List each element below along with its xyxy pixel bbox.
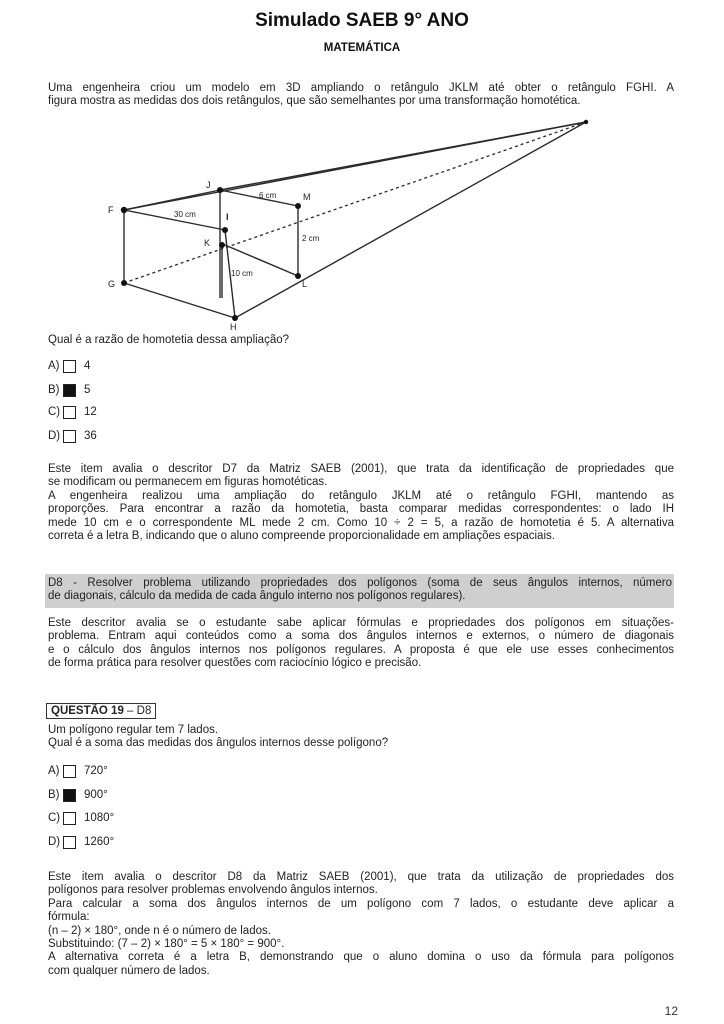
description-line: e o cálculo dos ângulos internos nos polígonos regulares. A proposta é que ele use esses conhecimentos [48,643,674,656]
explanation-line: com qualquer número de lados. [48,964,210,977]
measure-fi: 30 cm [174,210,196,219]
option-letter: C) [48,406,61,418]
checkbox-empty-icon[interactable] [63,836,76,849]
q18-option-c[interactable] [48,404,97,420]
q18-intro [48,82,674,109]
q19-statement [48,724,674,751]
explanation-line: fórmula: [48,911,90,924]
vertex-label-m: M [303,192,311,202]
measure-ih: 10 cm [231,269,253,278]
page-number: 12 [664,1004,678,1018]
checkbox-filled-icon[interactable] [63,789,76,802]
question-descriptor: – D8 [123,705,152,717]
measure-jm: 6 cm [259,191,277,200]
q18-option-d[interactable] [48,428,97,444]
question-label [46,703,156,719]
option-text: 36 [84,430,97,442]
vertex-label-g: G [108,279,116,289]
measure-ml: 2 cm [302,234,320,243]
d8-description [48,617,674,671]
explanation-line: Para calcular a soma dos ângulos internos de um polígono com 7 lados, o estudante deve aplicar a [48,897,674,910]
q18-option-a[interactable] [48,358,90,374]
description-line: problema. Entram aqui conteúdos como a soma dos ângulos internos e externos, o número de diagonais [48,630,674,643]
option-text: 4 [84,360,91,372]
checkbox-empty-icon[interactable] [63,406,76,419]
explanation-line: A engenheira realizou uma ampliação do retângulo JKLM até o retângulo FGHI, mantendo as [48,489,674,502]
description-line: de forma prática para resolver questões com raciocínio lógico e precisão. [48,657,422,670]
q19-option-b[interactable] [48,787,108,803]
option-letter: B) [48,789,60,801]
d8-heading [48,577,672,604]
option-letter: A) [48,765,60,777]
page-title: Simulado SAEB 9° ANO [255,10,469,31]
checkbox-empty-icon[interactable] [63,360,76,373]
q18-intro-line: figura mostra as medidas dos dois retângulos, que são semelhantes por uma transformação homotética. [48,95,581,108]
checkbox-filled-icon[interactable] [63,384,76,397]
d8-heading-line: de diagonais, cálculo da medida de cada ângulo interno nos polígonos regulares). [48,590,466,603]
q19-option-c[interactable] [48,810,114,826]
description-line: Este descritor avalia se o estudante sabe aplicar fórmulas e propriedades dos polígonos em situações- [48,617,674,629]
vertex-label-f: F [108,205,114,215]
explanation-line: correta é a letra B, indicando que o aluno compreende proporcionalidade em ampliações espaciais. [48,530,555,543]
option-letter: A) [48,360,60,372]
q19-explanation [48,871,674,978]
statement-line: Um polígono regular tem 7 lados. [48,724,219,736]
vertex-label-h: H [230,322,237,332]
option-text: 12 [84,406,97,418]
homothety-figure [100,115,600,335]
explanation-line: se modificam ou permanecem em figuras homotéticas. [48,476,328,489]
vertex-label-k: K [204,238,211,248]
q18-intro-line: Uma engenheira criou um modelo em 3D ampliando o retângulo JKLM até obter o retângulo FGHI. A [48,82,674,94]
vertex-label-l: L [302,279,308,289]
checkbox-empty-icon[interactable] [63,812,76,825]
explanation-line: proporções. Para encontrar a razão da homotetia, basta comparar medidas correspondentes: o lado IH [48,503,674,516]
explanation-line: mede 10 cm e o correspondente ML mede 2 cm. Como 10 ÷ 2 = 5, a razão de homotetia é 5. A alternativa [48,516,674,529]
checkbox-empty-icon[interactable] [63,765,76,778]
option-text: 1080° [84,812,115,824]
q18-option-b[interactable] [48,382,90,398]
q18-question: Qual é a razão de homotetia dessa ampliação? [48,334,290,346]
explanation-line: Este item avalia o descritor D7 da Matriz SAEB (2001), que trata da identificação de propriedades que [48,463,674,475]
explanation-line: Este item avalia o descritor D8 da Matriz SAEB (2001), que trata da utilização de propriedades dos [48,871,674,883]
checkbox-empty-icon[interactable] [63,430,76,443]
option-text: 900° [84,789,108,801]
option-letter: D) [48,836,61,848]
vertex-label-j: J [206,180,211,190]
q18-explanation [48,463,674,543]
explanation-line: Substituindo: (7 – 2) × 180° = 5 × 180° = 900°. [48,938,285,951]
question-number: QUESTÃO 19 [51,705,124,717]
option-letter: D) [48,430,61,442]
q19-option-a[interactable] [48,763,108,779]
statement-line: Qual é a soma das medidas dos ângulos internos desse polígono? [48,737,389,750]
q19-option-d[interactable] [48,834,114,850]
explanation-line: (n – 2) × 180°, onde n é o número de lados. [48,924,271,937]
explanation-line: A alternativa correta é a letra B, demonstrando que o aluno domina o uso da fórmula para polígonos [48,951,674,964]
option-letter: B) [48,384,60,396]
option-text: 720° [84,765,108,777]
option-text: 1260° [84,836,115,848]
option-text: 5 [84,384,91,396]
option-letter: C) [48,812,61,824]
d8-heading-line: D8 - Resolver problema utilizando propriedades dos polígonos (soma de seus ângulos internos, número [48,577,672,589]
page-subtitle: MATEMÁTICA [323,42,401,54]
vertex-label-i: I [226,212,229,222]
explanation-line: polígonos para resolver problemas envolvendo ângulos internos. [48,884,378,897]
